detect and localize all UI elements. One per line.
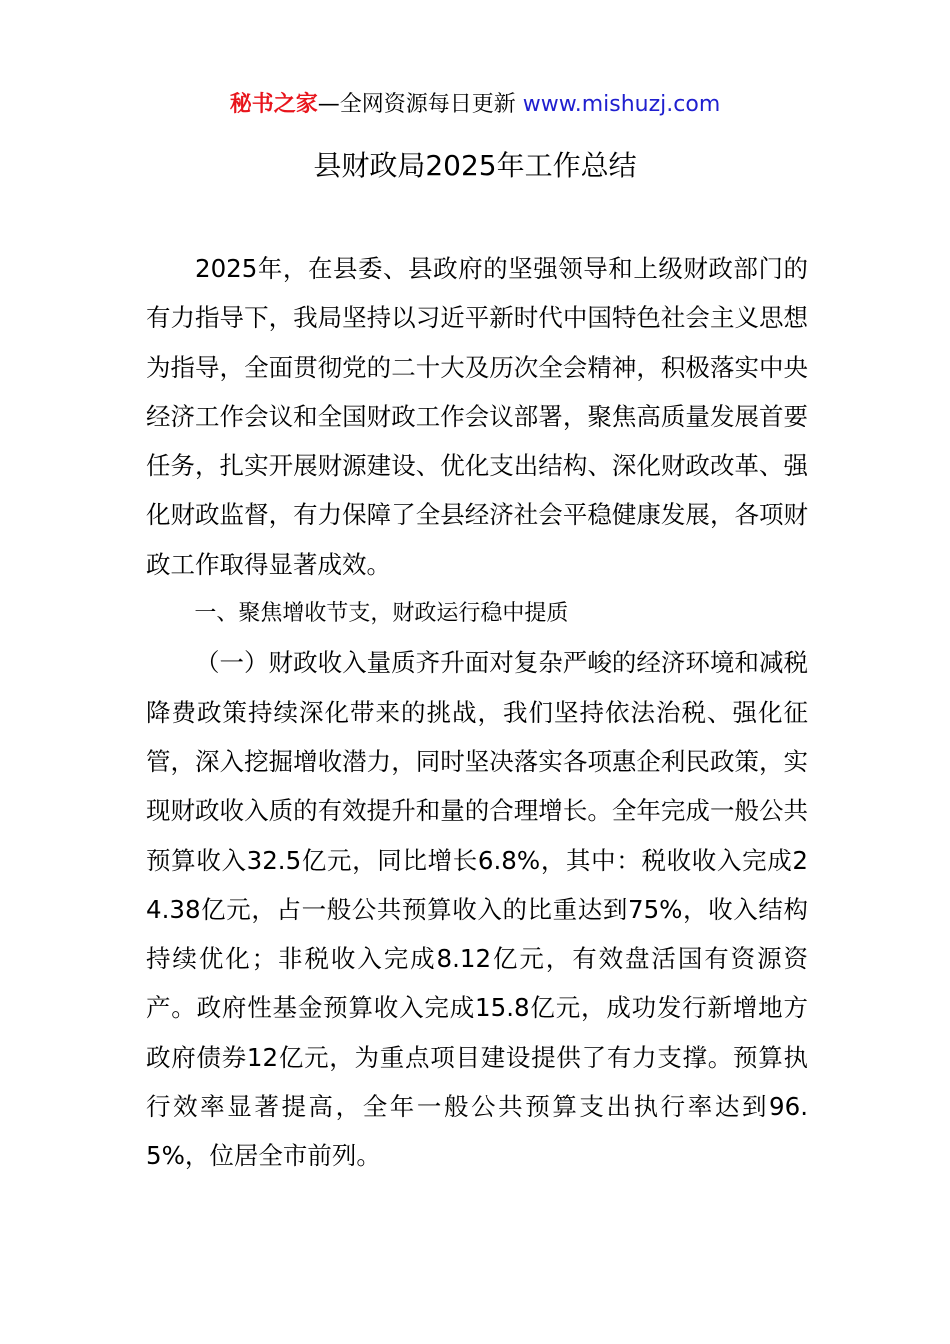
document-body bbox=[146, 244, 808, 1181]
site-url-link[interactable]: www.mishuzj.com bbox=[522, 92, 721, 117]
section-1-heading: 一、聚焦增收节支，财政运行稳中提质 bbox=[194, 601, 569, 627]
subsection-1-paragraph: （一）财政收入量质齐升面对复杂严峻的经济环境和减税降费政策持续深化带来的挑战，我们坚持依法治税、强化征管，深入挖掘增收潜力，同时坚决落实各项惠企利民政策，实现财政收入质的有效提升和量的合理增长。全年完成一般公共预算收入32.5亿元，同比增长6.8%，其中：税收收入完成24.38亿元，占一般公共预算收入的比重达到75%，收入结构持续优化；非税收入完成8.12亿元，有效盘活国有资源资产。政府性基金预算收入完成15.8亿元，成功发行新增地方政府债券12亿元，为重点项目建设提供了有力支撑。预算执行效率显著提高，全年一般公共预算支出执行率达到96.5%，位居全市前列。 bbox=[146, 648, 808, 1171]
intro-paragraph: 2025年，在县委、县政府的坚强领导和上级财政部门的有力指导下，我局坚持以习近平新时代中国特色社会主义思想为指导，全面贯彻党的二十大及历次全会精神，积极落实中央经济工作会议和全国财政工作会议部署，聚焦高质量发展首要任务，扎实开展财源建设、优化支出结构、深化财政改革、强化财政监督，有力保障了全县经济社会平稳健康发展，各项财政工作取得显著成效。 bbox=[146, 254, 808, 579]
header-tagline: —全网资源每日更新 bbox=[317, 92, 516, 117]
brand-name: 秘书之家 bbox=[229, 92, 318, 117]
site-header bbox=[0, 88, 950, 122]
document-title: 县财政局2025年工作总结 bbox=[313, 149, 637, 182]
